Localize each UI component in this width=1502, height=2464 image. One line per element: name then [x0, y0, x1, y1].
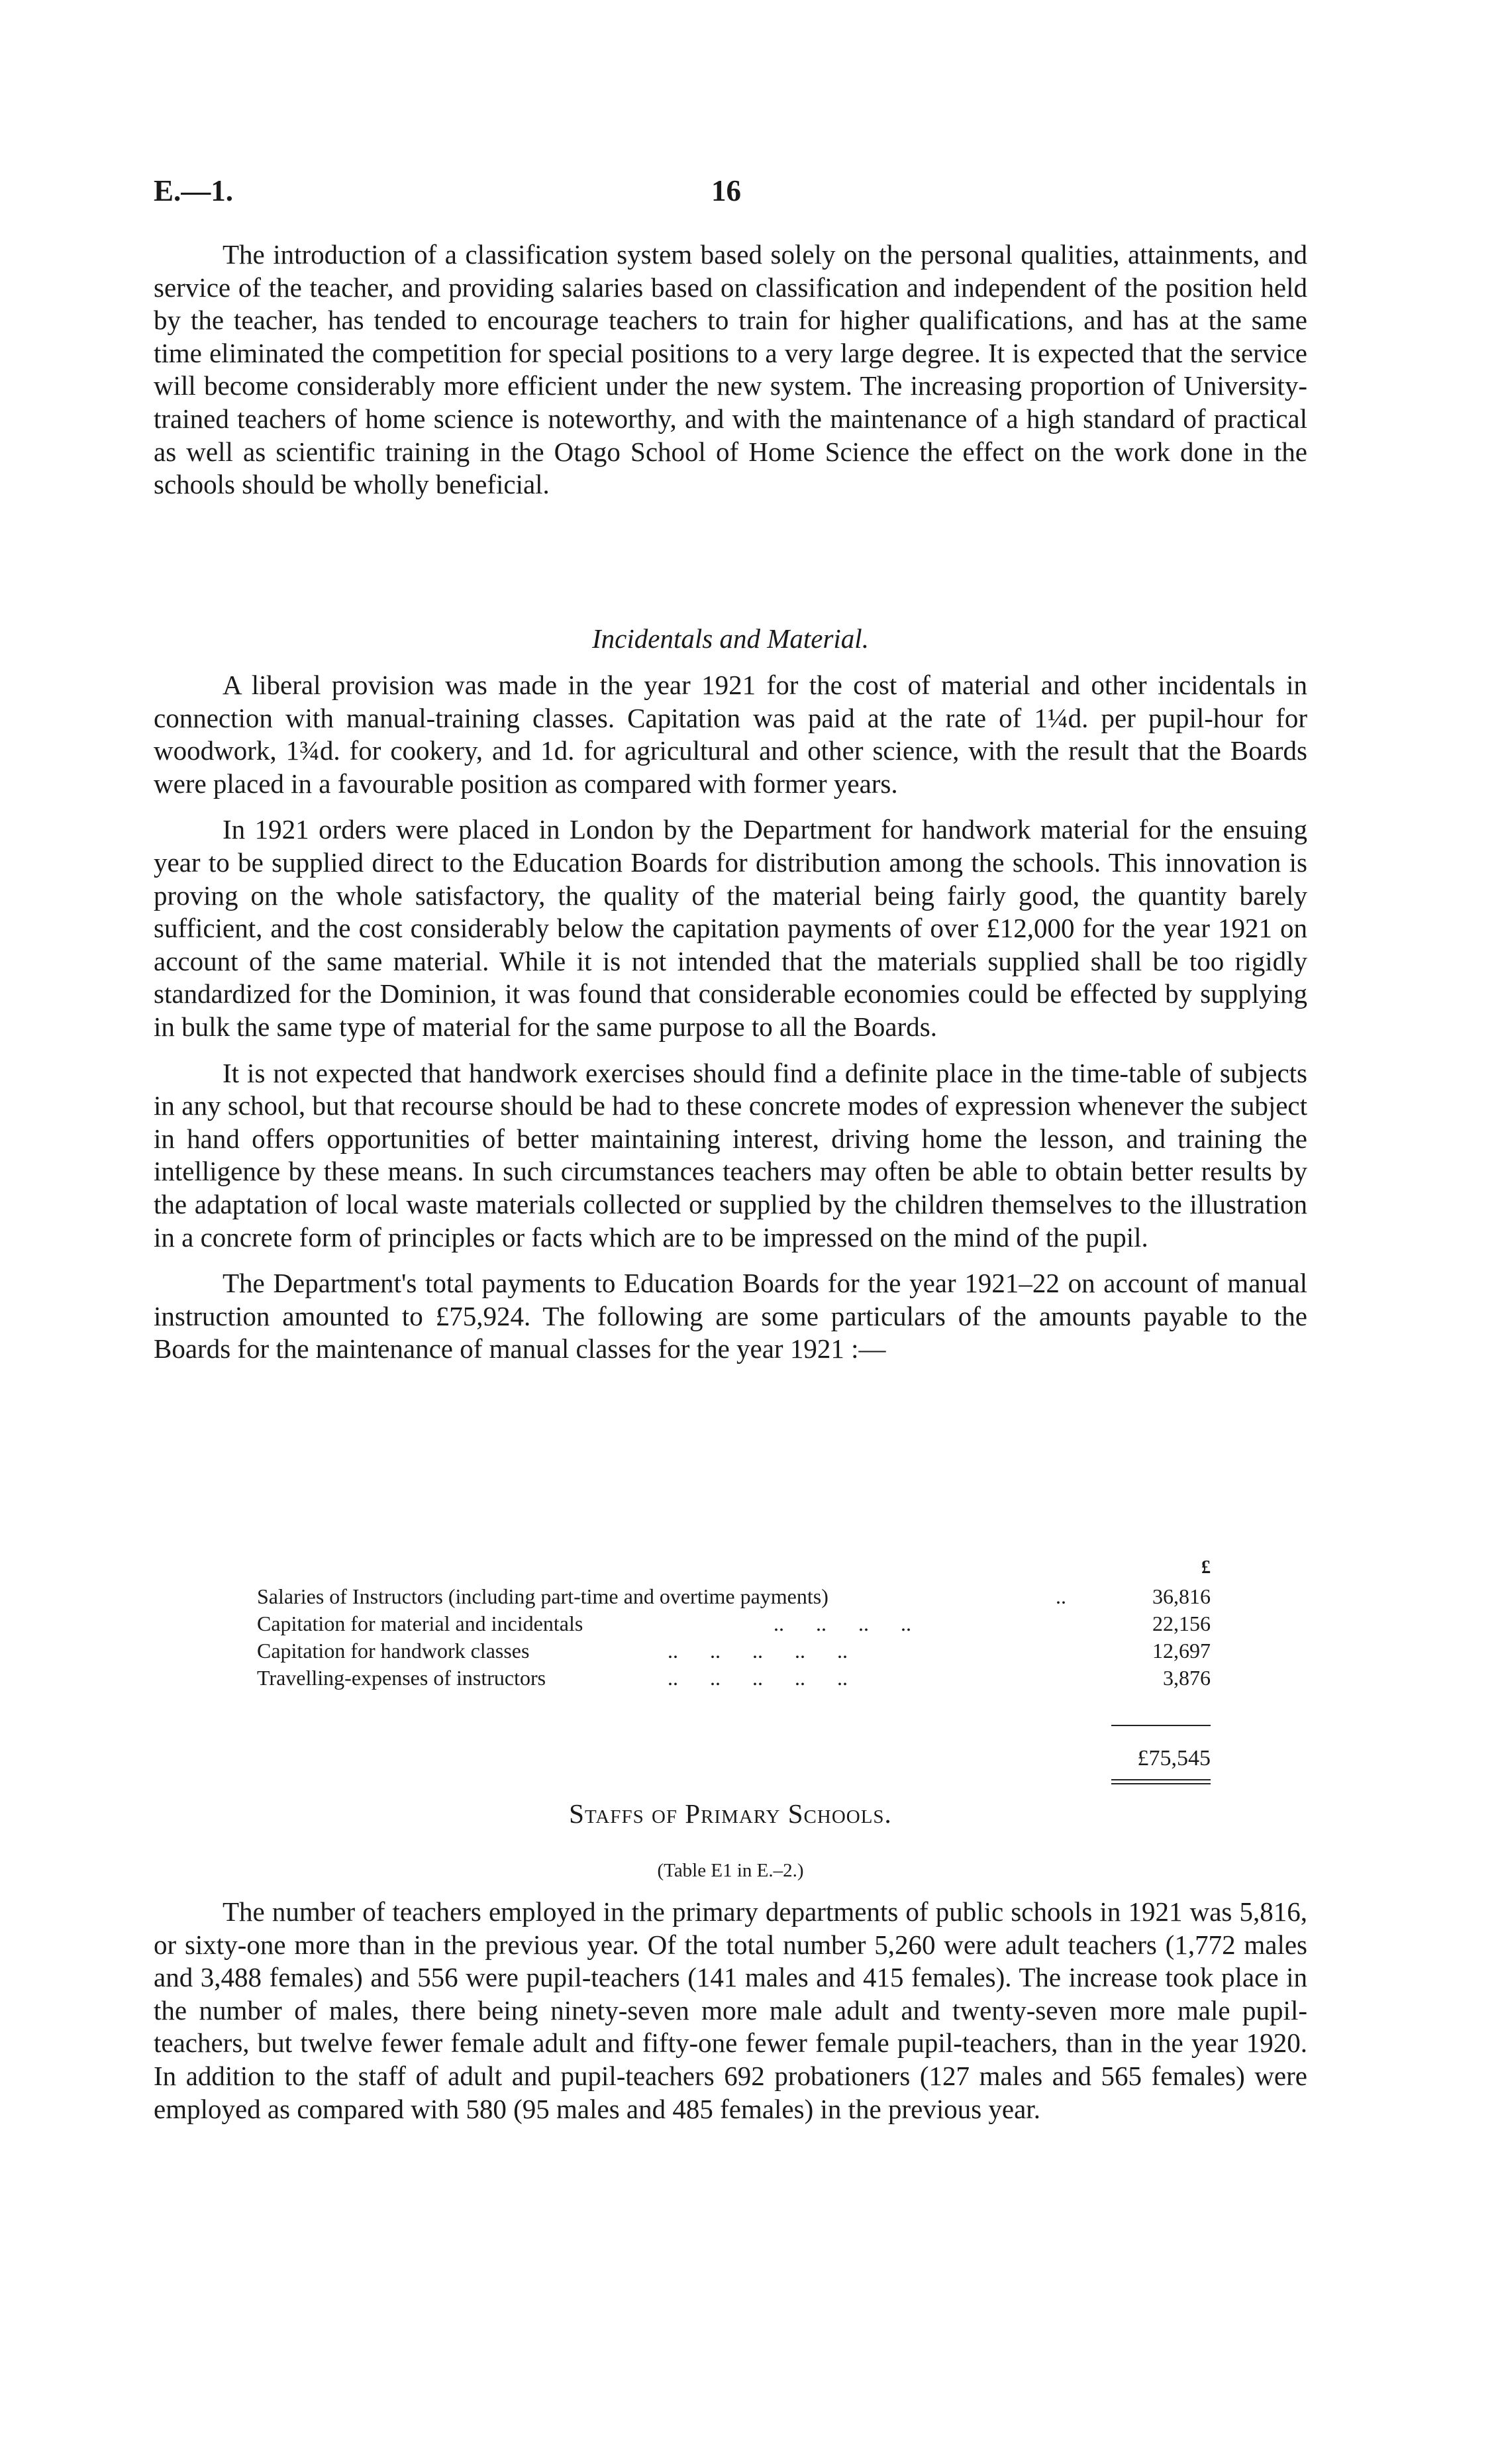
ledger-label: Salaries of Instructors (including part-time and overtime payments) [257, 1584, 828, 1608]
page-number: 16 [711, 174, 741, 207]
ledger-label: Capitation for material and incidentals [257, 1612, 583, 1635]
ledger-row [257, 1583, 1211, 1610]
paragraph: A liberal provision was made in the year 1921 for the cost of material and other incidentals in connection with manual-training classes. Capitation was paid at the rate of 1¼d. per pupil-hour for woodwork, 1¾d. for cookery, and 1d. for agricultural and other science, with the result that the Boards were placed in a favourable position as compared with former years. [154, 670, 1307, 799]
section-heading-incidentals: Incidentals and Material. [592, 623, 869, 654]
paragraph: The introduction of a classification system based solely on the personal qualities, attainments, and service of the teacher, and providing salaries based on classification and independent of the position held by the teacher, has tended to encourage teachers to train for higher qualifications, and has at the same time eliminated the competition for special positions to a very large degree. It is expected that the service will become considerably more efficient under the new system. The increasing proportion of University-trained teachers of home science is noteworthy, and with the maintenance of a high standard of practical as well as scientific training in the Otago School of Home Science the effect on the work done in the schools should be wholly beneficial. [154, 239, 1307, 500]
currency-header: £ [1201, 1557, 1211, 1578]
paragraph: It is not expected that handwork exercises should find a definite place in the time-table of subjects in any school, but that recourse should be had to these concrete modes of expression whenever the subject in hand offers opportunities of better maintaining interest, driving home the lesson, and training the intelligence by these means. In such circumstances teachers may often be able to obtain better results by the adaptation of local waste materials collected or supplied by the children themselves to the illustration in a concrete form of principles or facts which are to be impressed on the mind of the pupil. [154, 1057, 1307, 1253]
ledger-total: £75,545 [1137, 1746, 1211, 1771]
page-header [0, 174, 1502, 213]
report-reference: E.—1. [154, 174, 234, 207]
ledger-row [257, 1610, 1211, 1637]
payments-ledger [257, 1557, 1211, 1771]
section-heading-staffs: Staffs of Primary Schools. [569, 1798, 892, 1829]
ledger-amount: 3,876 [1163, 1666, 1211, 1690]
ledger-leader-dots: .. .. .. .. .. [668, 1639, 848, 1663]
total-rule [1111, 1725, 1211, 1726]
classification-section [154, 238, 1307, 515]
incidentals-section [154, 669, 1307, 1379]
double-rule-top [1111, 1779, 1211, 1780]
ledger-amount: 22,156 [1152, 1612, 1211, 1635]
double-rule-bottom [1111, 1783, 1211, 1784]
paragraph: The number of teachers employed in the primary departments of public schools in 1921 was 5,816, or sixty-one more than in the previous year. Of the total number 5,260 were adult teachers (1,772 males and 3,488 females) and 556 were pupil-teachers (141 males and 415 females). The increase took place in the number of males, there being ninety-seven more male adult and twenty-seven more male pupil-teachers, but twelve fewer female adult and fifty-one fewer female pupil-teachers, than in the year 1920. In addition to the staff of adult and pupil-teachers 692 probationers (127 males and 565 females) were employed as compared with 580 (95 males and 485 females) in the previous year. [154, 1896, 1307, 2124]
paragraph: In 1921 orders were placed in London by the Department for handwork material for the ensuing year to be supplied direct to the Education Boards for distribution among the schools. This innovation is proving on the whole satisfactory, the quality of the material being fairly good, the quantity barely sufficient, and the cost considerably below the capitation payments of over £12,000 for the year 1921 on account of the same material. While it is not intended that the materials supplied shall be too rigidly standardized for the Dominion, it was found that considerable economies could be effected by supplying in bulk the same type of material for the same purpose to all the Boards. [154, 814, 1307, 1042]
ledger-amount: 12,697 [1152, 1639, 1211, 1663]
table-reference: (Table E1 in E.–2.) [657, 1860, 804, 1881]
ledger-label: Travelling-expenses of instructors [257, 1666, 546, 1690]
ledger-label: Capitation for handwork classes [257, 1639, 530, 1663]
ledger-row [257, 1665, 1211, 1692]
staffs-section [154, 1896, 1307, 2139]
ledger-leader-dots: .. .. .. .. .. [668, 1666, 848, 1690]
ledger-row [257, 1637, 1211, 1665]
ledger-amount: 36,816 [1152, 1584, 1211, 1608]
paragraph: The Department's total payments to Education Boards for the year 1921–22 on account of manual instruction amounted to £75,924. The following are some particulars of the amounts payable to the Boards for the maintenance of manual classes for the year 1921 :— [154, 1268, 1307, 1364]
ledger-leader-dots: .. .. .. .. [774, 1612, 911, 1635]
ledger-leader-dots: .. [1056, 1584, 1066, 1608]
